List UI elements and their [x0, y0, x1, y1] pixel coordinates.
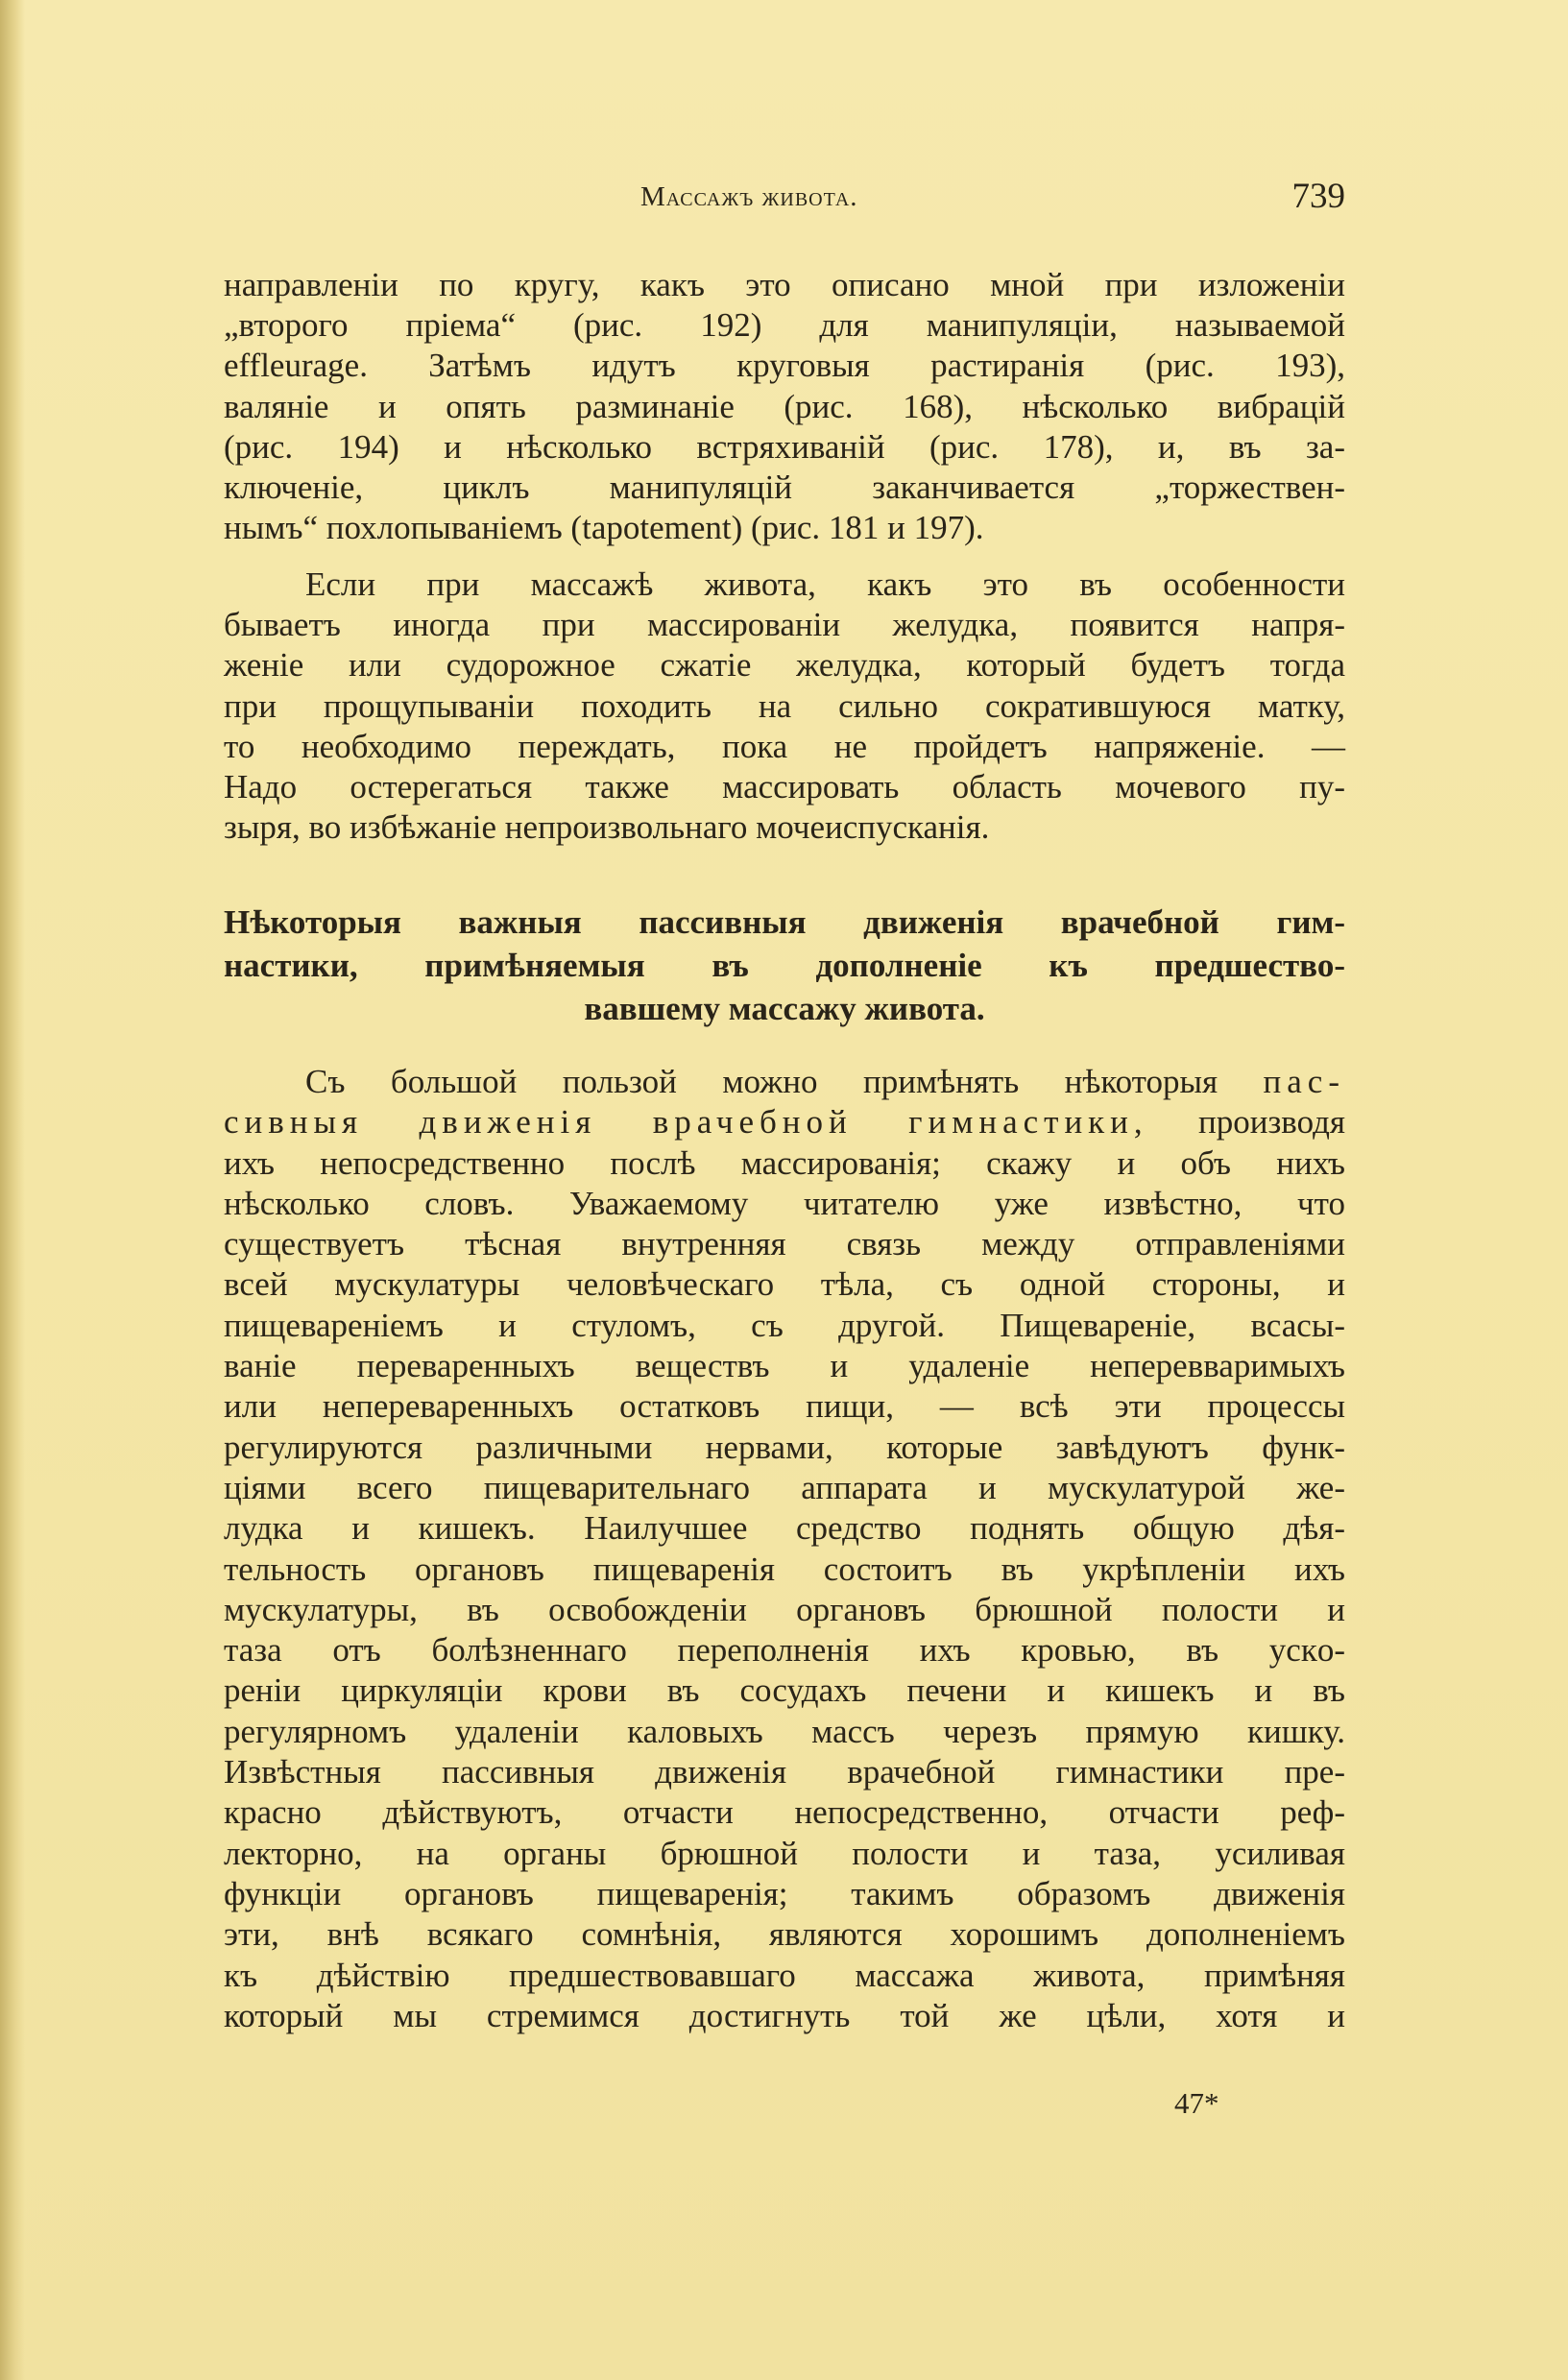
running-title: Массажъ живота. [640, 181, 858, 212]
text-line: эти, внѣ всякаго сомнѣнія, являются хорошимъ дополненіемъ [224, 1915, 1345, 1954]
text-line: къ дѣйствію предшествовавшаго массажа живота, примѣняя [224, 1956, 1345, 1994]
text-line: бываетъ иногда при массированіи желудка, появится напря- [224, 606, 1345, 644]
text-line: ціями всего пищеварительнаго аппарата и мускулатурой же- [224, 1468, 1345, 1506]
printer-signature-mark: 47* [1174, 2086, 1219, 2120]
text-line: или непереваренныхъ остатковъ пищи, — всѣ эти процессы [224, 1387, 1345, 1426]
text-line: (рис. 194) и нѣсколько встряхиваній (рис. 178), и, въ за- [224, 427, 1345, 466]
text-line: Надо остерегаться также массировать область мочевого пу- [224, 768, 1345, 806]
text-line: зыря, во избѣжаніе непроизвольнаго мочеиспусканія. [224, 808, 990, 847]
page-edge-shadow [0, 0, 25, 2380]
paragraph-gymnastics [224, 1062, 1345, 2036]
text-run: производя [1147, 1103, 1345, 1142]
text-line: effleurage. Затѣмъ идутъ круговыя растиранія (рис. 193), [224, 347, 1345, 385]
text-line: всей мускулатуры человѣческаго тѣла, съ одной стороны, и [224, 1265, 1345, 1304]
text-line: таза отъ болѣзненнаго переполненія ихъ кровью, въ ускo- [224, 1631, 1345, 1670]
text-line: Извѣстныя пассивныя движенія врачебной гимнастики пре- [224, 1753, 1345, 1791]
text-line: лудка и кишекъ. Наилучшее средство поднять общую дѣя- [224, 1509, 1345, 1548]
text-line: реніи циркуляціи крови въ сосудахъ печени и кишекъ и въ [224, 1671, 1345, 1710]
paragraph-continuation [224, 265, 1345, 548]
text-line [224, 1062, 1345, 1102]
section-heading [224, 901, 1345, 1030]
page-number: 739 [1291, 177, 1345, 216]
text-line: нымъ“ похлопываніемъ (tapotement) (рис. 181 и 197). [224, 509, 984, 547]
text-line: направленіи по кругу, какъ это описано мной при изложеніи [224, 266, 1345, 303]
text-line [224, 1102, 1345, 1142]
text-line: регулярномъ удаленіи каловыхъ массъ черезъ прямую кишку. [224, 1712, 1345, 1750]
text-line: то необходимо переждать, пока не пройдетъ напряженіе. — [224, 727, 1345, 765]
text-line: регулируются различными нервами, которые завѣдуютъ функ- [224, 1428, 1345, 1466]
spaced-emphasis: пас- [1263, 1063, 1345, 1100]
text-line: мускулатуры, въ освобожденіи органовъ брюшной полости и [224, 1590, 1345, 1628]
heading-line: настики, примѣняемыя въ дополненіе къ предшество- [224, 947, 1345, 984]
heading-line: вавшему массажу живота. [584, 990, 985, 1027]
text-line: „второго пріема“ (рис. 192) для манипуляціи, называемой [224, 306, 1345, 345]
text-line: пищевареніемъ и стуломъ, съ другой. Пищевареніе, всасы- [224, 1306, 1345, 1344]
text-line: который мы стремимся достигнуть той же цѣли, хотя и [224, 1996, 1345, 2034]
text-run: Съ большой пользой можно примѣнять нѣкоторыя [305, 1063, 1264, 1100]
text-line: при прощупываніи походить на сильно сократившуюся матку, [224, 686, 1345, 725]
text-line: красно дѣйствуютъ, отчасти непосредственно, отчасти реф- [224, 1793, 1345, 1832]
text-line: ключеніе, циклъ манипуляцій заканчивается „торжествен- [224, 469, 1345, 507]
text-line: Если при массажѣ живота, какъ это въ особенности [305, 565, 1345, 603]
text-line: тельность органовъ пищеваренія состоитъ въ укрѣпленіи ихъ [224, 1550, 1345, 1588]
spaced-emphasis: сивныя движенія врачебной гимнастики, [224, 1103, 1148, 1142]
text-line: ихъ непосредственно послѣ массированія; скажу и объ нихъ [224, 1143, 1345, 1182]
text-line: функціи органовъ пищеваренія; такимъ образомъ движенія [224, 1874, 1345, 1912]
text-line: лекторно, на органы брюшной полости и таза, усиливая [224, 1834, 1345, 1872]
text-line: валяніе и опять разминаніе (рис. 168), нѣсколько вибрацій [224, 387, 1345, 425]
running-header [224, 176, 1345, 224]
text-line: ваніе переваренныхъ веществъ и удаленіе неперевваримыхъ [224, 1347, 1345, 1385]
paragraph-warning [224, 565, 1345, 848]
text-line: существуетъ тѣсная внутренняя связь между отправленіями [224, 1225, 1345, 1263]
heading-line: Нѣкоторыя важныя пассивныя движенія врачебной гим- [224, 903, 1345, 941]
text-line: женіе или судорожное сжатіе желудка, который будетъ тогда [224, 646, 1345, 685]
text-line: нѣсколько словъ. Уважаемому читателю уже извѣстно, что [224, 1184, 1345, 1222]
